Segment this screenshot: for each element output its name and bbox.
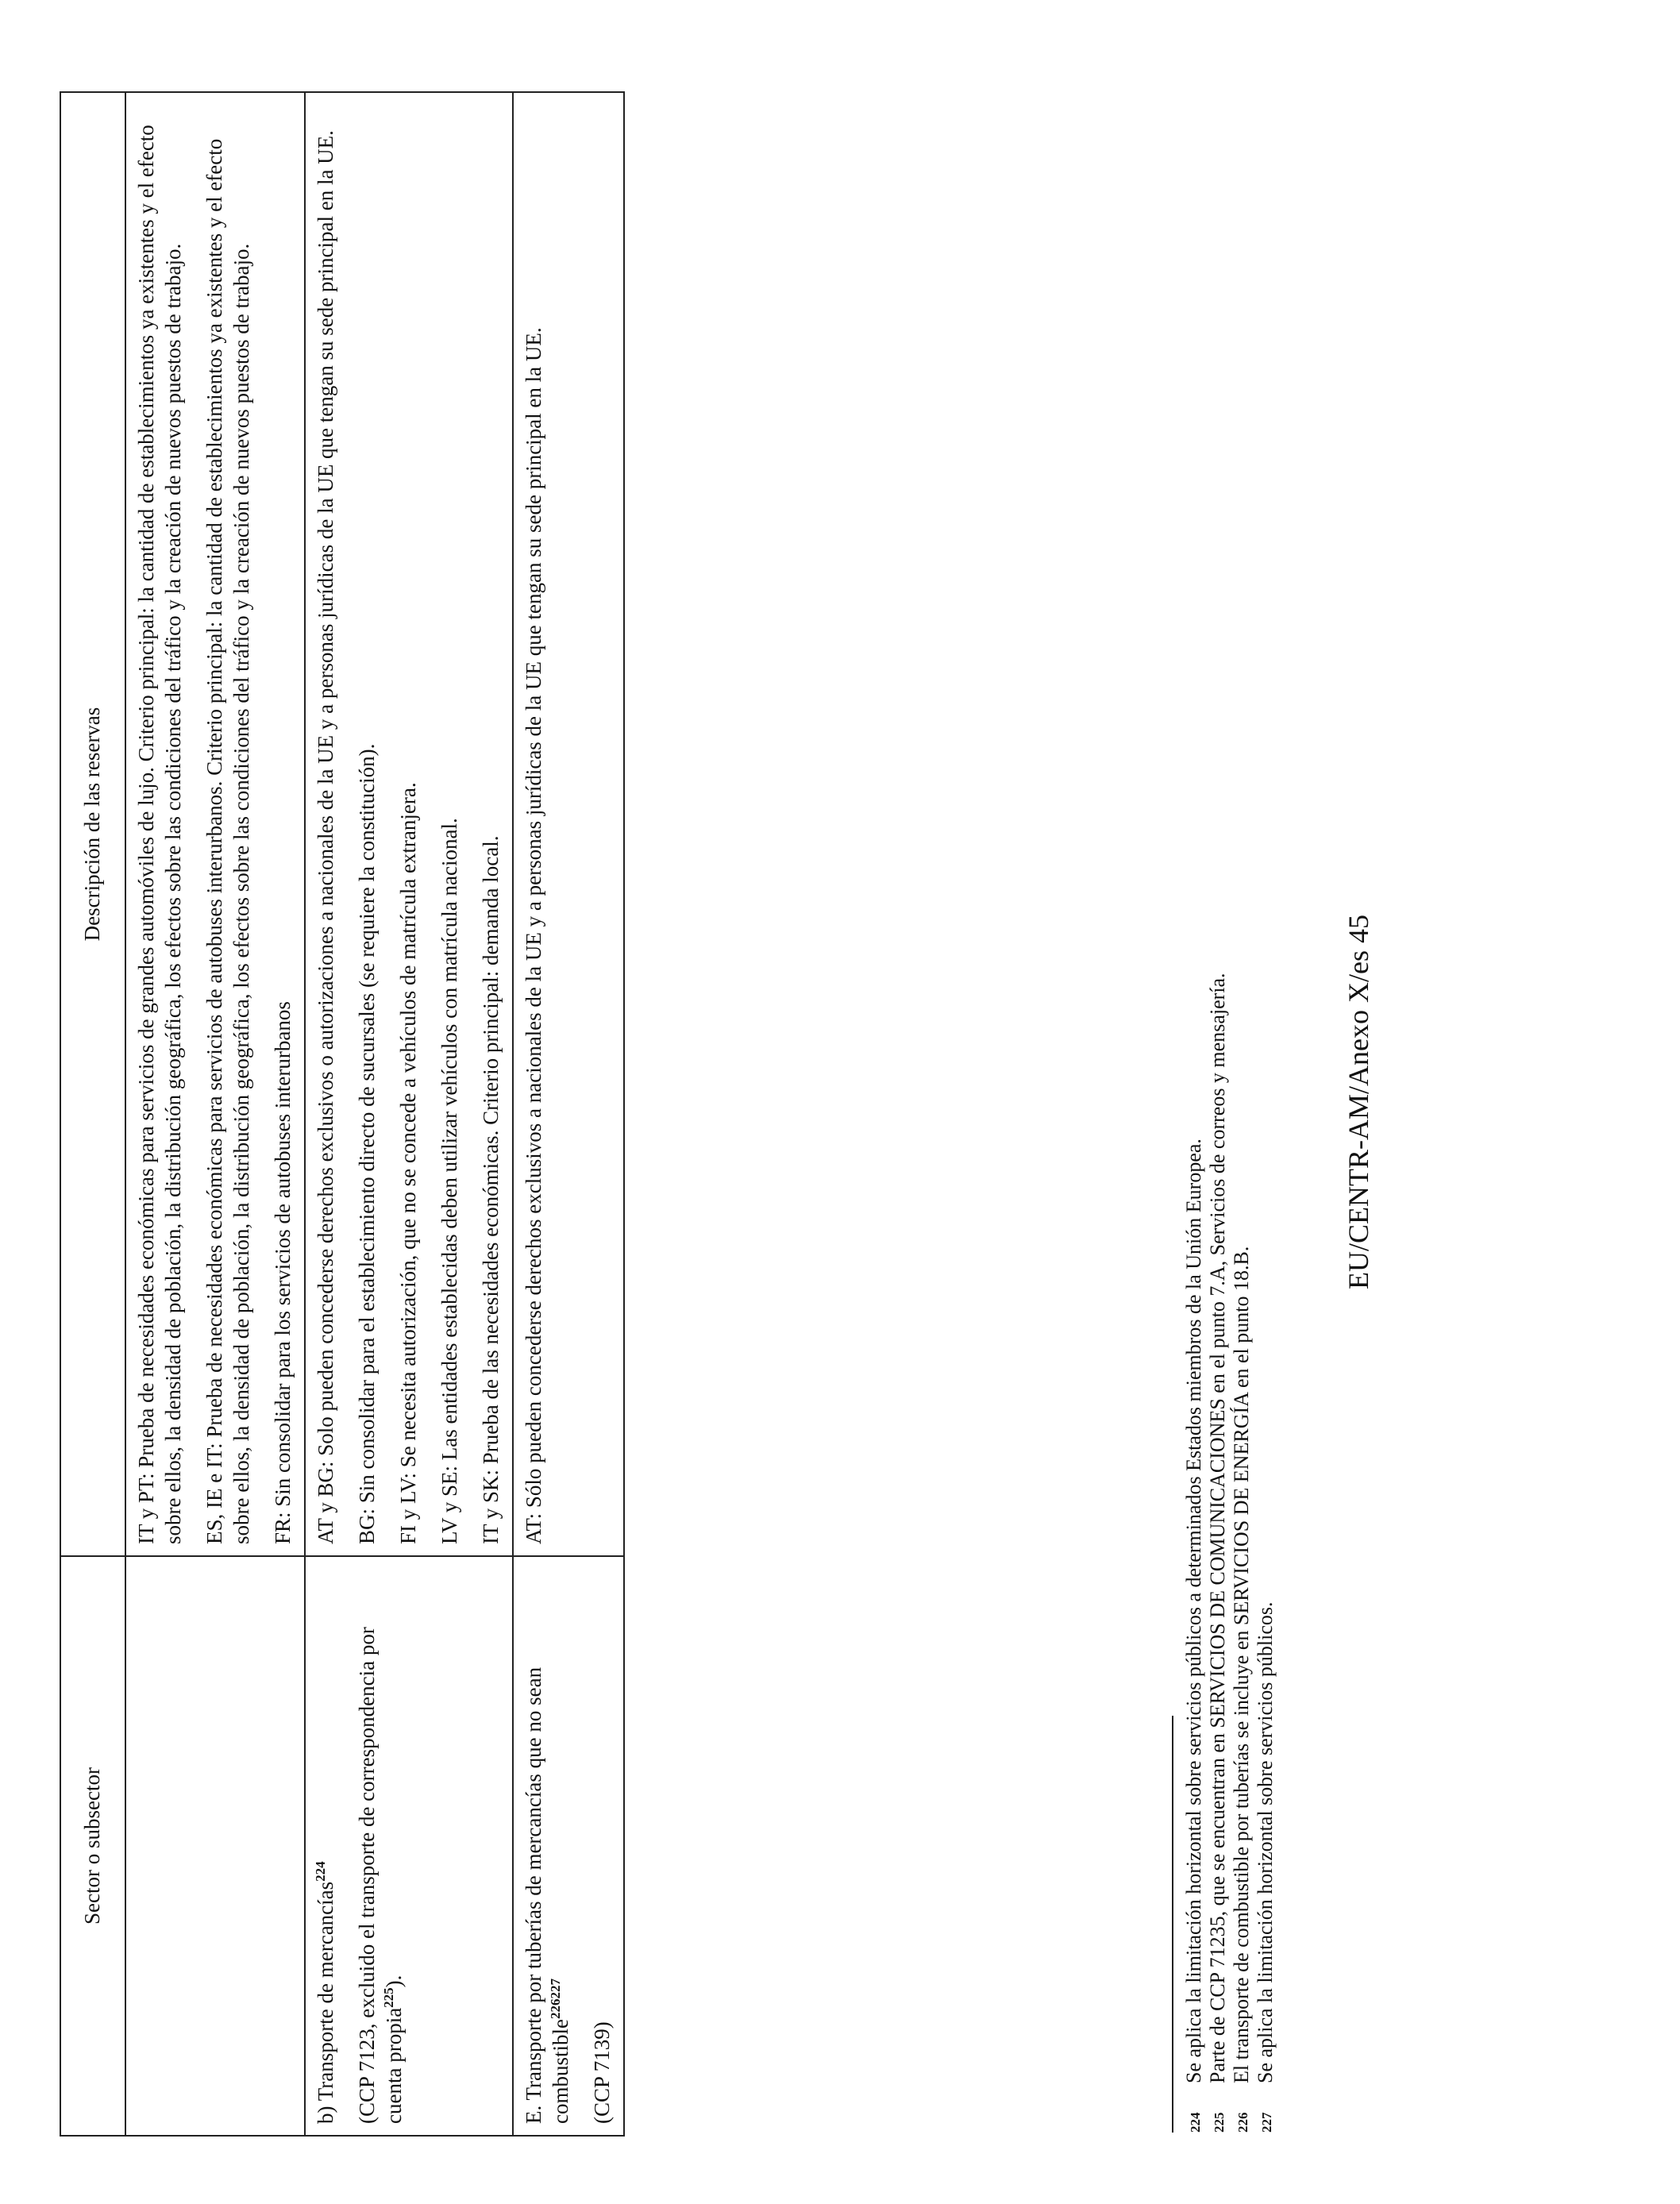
page-reference: EU/CENTR-AM/Anexo X/es 45 bbox=[1343, 915, 1374, 1289]
footnotes bbox=[1183, 227, 1278, 2133]
description-cell bbox=[125, 92, 305, 1556]
description-cell bbox=[513, 92, 624, 1556]
table-row bbox=[513, 92, 624, 2136]
footnote-ref: 224 bbox=[313, 1861, 328, 1882]
reservation-paragraph: AT: Sólo pueden concederse derechos exclusivos a nacionales de la UE y a personas jurídicas de la UE que tengan su sede principal en la UE. bbox=[522, 327, 545, 1544]
sector-title-text: E. Transporte por tuberías de mercancías que no sean combustible bbox=[522, 1666, 572, 2124]
reservation-paragraph: IT y PT: Prueba de necesidades económicas para servicios de grandes automóviles de lujo. Criterio principal: la cantidad de establecimientos ya existentes y el efecto sobre ellos, la densidad de población, la distribución geográfica, los efectos sobre las condiciones del tráfico y la creación de nuevos puestos de trabajo. bbox=[134, 125, 185, 1544]
footnote-divider bbox=[1172, 1716, 1173, 2133]
reservation-paragraph: IT y SK: Prueba de las necesidades económicas. Criterio principal: demanda local. bbox=[479, 835, 503, 1544]
footnote-text: Se aplica la limitación horizontal sobre servicios públicos a determinados Estados miembros de la Unión Europea. bbox=[1182, 1139, 1205, 2083]
sector-detail-end: ). bbox=[382, 1975, 406, 1988]
footnote bbox=[1207, 227, 1231, 2133]
footnote-text: Parte de CCP 71235, que se encuentran en SERVICIOS DE COMUNICACIONES en el punto 7.A, Servicios de correos y mensajería. bbox=[1206, 973, 1229, 2083]
table-row bbox=[305, 92, 513, 2136]
footnote bbox=[1183, 227, 1207, 2133]
footnote-ref: 225 bbox=[381, 1987, 396, 2008]
reservations-table bbox=[60, 91, 625, 2137]
reservation-paragraph: LV y SE: Las entidades establecidas deben utilizar vehículos con matrícula nacional. bbox=[437, 818, 461, 1544]
footnote-text: El transporte de combustible por tuberías se incluye en SERVICIOS DE ENERGÍA en el punto 18.B. bbox=[1230, 1246, 1253, 2083]
sector-title-text: b) Transporte de mercancías bbox=[314, 1881, 337, 2124]
sector-title bbox=[520, 1568, 574, 2124]
footnote bbox=[1231, 227, 1254, 2133]
reservation-paragraph: AT y BG: Solo pueden concederse derechos exclusivos o autorizaciones a nacionales de la UE y a personas jurídicas de la UE que tengan su sede principal en la UE. bbox=[314, 130, 337, 1544]
sector-detail-text: (CCP 7123, excluido el transporte de correspondencia por cuenta propia bbox=[355, 1627, 406, 2124]
description-cell bbox=[305, 92, 513, 1556]
table-header-row bbox=[60, 92, 125, 2136]
footnote-text: Se aplica la limitación horizontal sobre servicios públicos. bbox=[1254, 1601, 1277, 2083]
footnote bbox=[1254, 227, 1278, 2133]
footnote-number: 227 bbox=[1259, 2112, 1274, 2133]
sector-cell bbox=[305, 1556, 513, 2136]
sector-cell bbox=[513, 1556, 624, 2136]
table-row bbox=[125, 92, 305, 2136]
header-description: Descripción de las reservas bbox=[60, 92, 125, 1556]
footnote-number: 224 bbox=[1188, 2112, 1203, 2133]
sector-title bbox=[312, 1568, 339, 2124]
reservation-paragraph: ES, IE e IT: Prueba de necesidades económicas para servicios de autobuses interurbanos. Criterio principal: la cantidad de establecimientos ya existentes y el efecto sobre ellos, la densidad de población, la distribución geográfica, los efectos sobre las condiciones del tráfico y la creación de nuevos puestos de trabajo. bbox=[202, 138, 253, 1544]
reservation-paragraph: FI y LV: Se necesita autorización, que no se concede a vehículos de matrícula extranjera. bbox=[396, 782, 420, 1544]
reservation-paragraph: FR: Sin consolidar para los servicios de autobuses interurbanos bbox=[271, 1001, 295, 1544]
sector-cell bbox=[125, 1556, 305, 2136]
sector-detail bbox=[353, 1568, 407, 2124]
header-sector: Sector o subsector bbox=[60, 1556, 125, 2136]
sector-code: (CCP 7139) bbox=[590, 2021, 614, 2124]
reservation-paragraph: BG: Sin consolidar para el establecimiento directo de sucursales (se requiere la constitución). bbox=[355, 743, 379, 1544]
footnote-ref: 226227 bbox=[548, 1979, 563, 2020]
footnote-number: 226 bbox=[1235, 2112, 1250, 2133]
footnote-number: 225 bbox=[1212, 2112, 1227, 2133]
